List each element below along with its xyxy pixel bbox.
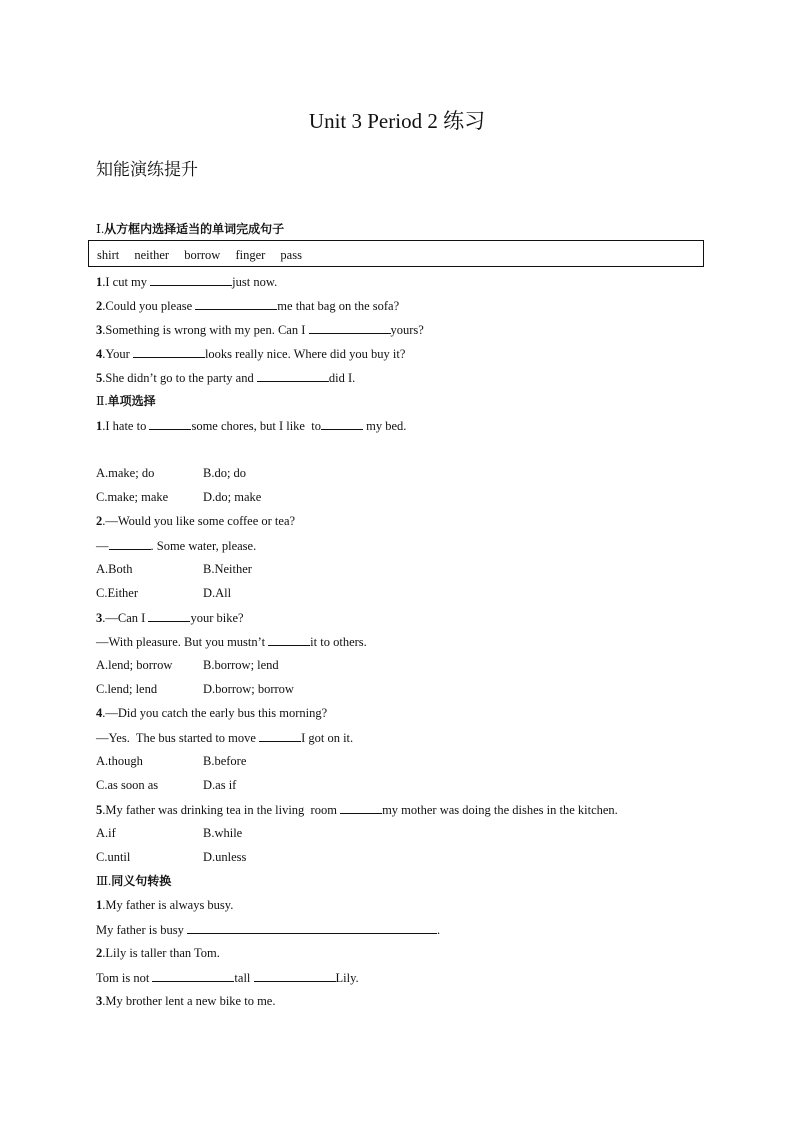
question-number: 5 xyxy=(96,371,103,385)
question-number: 5 xyxy=(96,803,103,817)
question-text: did I. xyxy=(328,371,356,385)
answer-blank[interactable] xyxy=(149,417,191,430)
question-text: .Your xyxy=(102,347,133,361)
question-text: your bike? xyxy=(190,611,244,625)
s3-question-2 xyxy=(96,945,220,961)
word-finger: finger xyxy=(235,248,266,262)
question-text: .My father was drinking tea in the living room xyxy=(102,803,341,817)
answer-blank[interactable] xyxy=(321,417,363,430)
question-number: 3 xyxy=(96,994,103,1008)
s2-q1-options-cd xyxy=(96,489,261,505)
question-text: — xyxy=(96,539,109,553)
option-b[interactable]: B.while xyxy=(203,826,243,840)
section-1-heading-text: 从方框内选择适当的单词完成句子 xyxy=(104,222,285,236)
word-list xyxy=(97,247,314,263)
option-d[interactable]: D.All xyxy=(203,586,232,600)
question-text: . Some water, please. xyxy=(150,539,257,553)
section-subtitle: 知能演练提升 xyxy=(96,160,198,180)
s3-question-1 xyxy=(96,897,233,913)
option-b[interactable]: B.borrow; lend xyxy=(203,658,279,672)
section-1-roman: Ⅰ. xyxy=(96,222,105,236)
answer-blank[interactable] xyxy=(257,369,329,382)
answer-blank[interactable] xyxy=(340,801,382,814)
s1-question-2 xyxy=(96,297,399,314)
question-text: .My father is always busy. xyxy=(102,898,234,912)
question-text: .I hate to xyxy=(102,419,150,433)
s3-question-1-line2 xyxy=(96,921,440,938)
question-text: I got on it. xyxy=(301,731,354,745)
s1-question-3 xyxy=(96,321,424,338)
question-text: me that bag on the sofa? xyxy=(277,299,400,313)
section-2-heading-text: 单项选择 xyxy=(107,394,156,408)
question-text: looks really nice. Where did you buy it? xyxy=(204,347,406,361)
s2-q5-options-ab xyxy=(96,825,242,841)
s2-q2-options-cd xyxy=(96,585,231,601)
option-a[interactable]: A.lend; borrow xyxy=(96,658,173,672)
s2-question-4 xyxy=(96,705,327,721)
question-text: My father is busy xyxy=(96,923,187,937)
s2-q3-options-ab xyxy=(96,657,279,673)
option-a[interactable]: A.Both xyxy=(96,562,133,576)
s1-question-1 xyxy=(96,273,277,290)
word-pass: pass xyxy=(280,248,302,262)
option-d[interactable]: D.do; make xyxy=(203,490,262,504)
question-text: .I cut my xyxy=(102,275,151,289)
option-c[interactable]: C.until xyxy=(96,850,131,864)
s2-q1-options-ab xyxy=(96,465,246,481)
answer-blank[interactable] xyxy=(187,921,437,934)
section-3-heading-text: 同义句转换 xyxy=(111,874,172,888)
section-3-heading xyxy=(96,873,171,889)
question-number: 2 xyxy=(96,299,103,313)
option-c[interactable]: C.as soon as xyxy=(96,778,159,792)
answer-blank[interactable] xyxy=(268,633,310,646)
section-2-heading xyxy=(96,393,156,409)
question-text: .My brother lent a new bike to me. xyxy=(102,994,276,1008)
s1-question-4 xyxy=(96,345,405,362)
option-b[interactable]: B.Neither xyxy=(203,562,252,576)
option-a[interactable]: A.though xyxy=(96,754,143,768)
s2-q2-options-ab xyxy=(96,561,252,577)
question-text: it to others. xyxy=(310,635,367,649)
question-text: .—Would you like some coffee or tea? xyxy=(102,514,296,528)
s2-q3-options-cd xyxy=(96,681,294,697)
s2-question-4-line2 xyxy=(96,729,353,746)
answer-blank[interactable] xyxy=(195,297,277,310)
question-text: Tom is not xyxy=(96,971,153,985)
question-text: . xyxy=(436,923,441,937)
answer-blank[interactable] xyxy=(309,321,391,334)
question-number: 1 xyxy=(96,419,103,433)
answer-blank[interactable] xyxy=(148,609,190,622)
s2-question-3 xyxy=(96,609,244,626)
document-title: Unit 3 Period 2 练习 xyxy=(308,109,486,133)
question-text: .—Did you catch the early bus this morning? xyxy=(102,706,328,720)
s2-q4-options-ab xyxy=(96,753,246,769)
s2-question-2-line2 xyxy=(96,537,256,554)
s2-q5-options-cd xyxy=(96,849,246,865)
answer-blank[interactable] xyxy=(109,537,151,550)
section-3-roman: Ⅲ. xyxy=(96,874,112,888)
option-d[interactable]: D.borrow; borrow xyxy=(203,682,294,696)
question-number: 1 xyxy=(96,898,103,912)
option-c[interactable]: C.make; make xyxy=(96,490,169,504)
answer-blank[interactable] xyxy=(259,729,301,742)
word-shirt: shirt xyxy=(97,248,120,262)
question-text: just now. xyxy=(232,275,278,289)
answer-blank[interactable] xyxy=(254,969,336,982)
question-text: .—Can I xyxy=(102,611,149,625)
word-box xyxy=(88,240,704,267)
question-text: some chores, but I like to xyxy=(191,419,321,433)
question-text: yours? xyxy=(390,323,424,337)
question-text: my bed. xyxy=(362,419,407,433)
s2-question-2 xyxy=(96,513,295,529)
s2-question-1 xyxy=(96,417,406,434)
section-1-heading xyxy=(96,221,284,237)
question-number: 2 xyxy=(96,514,103,528)
option-d[interactable]: D.unless xyxy=(203,850,247,864)
question-text: —Yes. The bus started to move xyxy=(96,731,260,745)
answer-blank[interactable] xyxy=(133,345,205,358)
question-number: 2 xyxy=(96,946,103,960)
option-b[interactable]: B.before xyxy=(203,754,247,768)
s3-question-3 xyxy=(96,993,275,1009)
option-b[interactable]: B.do; do xyxy=(203,466,247,480)
option-c[interactable]: C.Either xyxy=(96,586,139,600)
word-neither: neither xyxy=(134,248,170,262)
s3-question-2-line2 xyxy=(96,969,359,986)
question-text: .Lily is taller than Tom. xyxy=(102,946,220,960)
question-number: 4 xyxy=(96,706,103,720)
answer-blank[interactable] xyxy=(152,969,234,982)
s2-question-3-line2 xyxy=(96,633,367,650)
question-text: .Something is wrong with my pen. Can I xyxy=(102,323,309,337)
word-borrow: borrow xyxy=(184,248,221,262)
question-text: —With pleasure. But you mustn’t xyxy=(96,635,269,649)
question-text: .Could you please xyxy=(102,299,196,313)
option-d[interactable]: D.as if xyxy=(203,778,237,792)
question-number: 4 xyxy=(96,347,103,361)
question-text: .She didn’t go to the party and xyxy=(102,371,257,385)
question-number: 3 xyxy=(96,611,103,625)
question-text: Lily. xyxy=(335,971,359,985)
question-text: tall xyxy=(234,971,254,985)
s1-question-5 xyxy=(96,369,355,386)
section-2-roman: Ⅱ. xyxy=(96,394,108,408)
option-a[interactable]: A.make; do xyxy=(96,466,155,480)
question-text: my mother was doing the dishes in the kitchen. xyxy=(382,803,618,817)
question-number: 1 xyxy=(96,275,103,289)
question-number: 3 xyxy=(96,323,103,337)
option-c[interactable]: C.lend; lend xyxy=(96,682,158,696)
s2-question-5 xyxy=(96,801,618,818)
s2-q4-options-cd xyxy=(96,777,236,793)
option-a[interactable]: A.if xyxy=(96,826,116,840)
answer-blank[interactable] xyxy=(150,273,232,286)
